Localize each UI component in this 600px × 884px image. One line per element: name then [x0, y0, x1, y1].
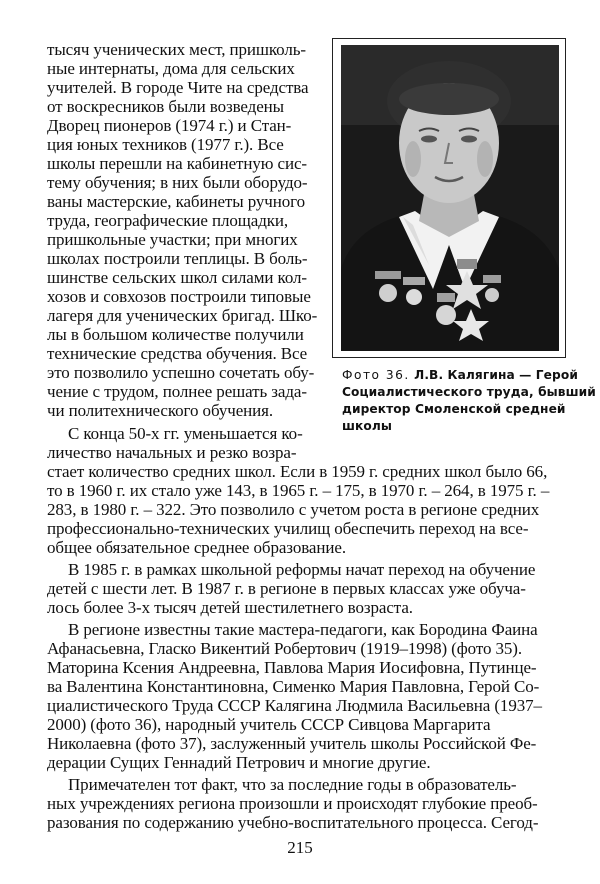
text-line: чи политехнического обучения.: [47, 401, 274, 420]
text-line: детей с шести лет. В 1987 г. в регионе в первых классах уже обуча-: [47, 579, 526, 598]
text-line: тысяч ученических мест, пришколь-: [47, 40, 306, 59]
photo-caption-line: школы: [342, 419, 393, 433]
text-line: труда, географические площадки,: [47, 211, 289, 230]
paragraph-first-line: В 1985 г. в рамках школьной реформы начат переход на обучение: [68, 560, 536, 579]
text-line: шинстве сельских школ силами кол-: [47, 268, 307, 287]
text-line: дерации Сущих Геннадий Петрович и многие другие.: [47, 753, 431, 772]
portrait-image: [333, 39, 565, 357]
text-line: от воскресников были возведены: [47, 97, 284, 116]
text-line: 2000) (фото 36), народный учитель СССР Сивцова Маргарита: [47, 715, 491, 734]
text-line: чение с трудом, полнее решать зада-: [47, 382, 307, 401]
text-line: лы в большом количестве получили: [47, 325, 304, 344]
text-line: школах построили теплицы. В боль-: [47, 249, 308, 268]
text-line: лось более 3-х тысяч детей шестилетнего возраста.: [47, 598, 413, 617]
text-line: хозов и совхозов построили типовые: [47, 287, 311, 306]
page-number: 215: [287, 838, 313, 857]
text-line: общее обязательное среднее образование.: [47, 538, 346, 557]
text-line: Маторина Ксения Андреевна, Павлова Мария Иосифовна, Путинце-: [47, 658, 537, 677]
text-line: стает количество средних школ. Если в 1959 г. средних школ было 66,: [47, 462, 548, 481]
photo-caption-line: [342, 367, 578, 384]
paragraph-first-line: В регионе известны такие мастера-педагоги, как Бородина Фаина: [68, 620, 538, 639]
text-line: 283, в 1980 г. – 322. Это позволило с учетом роста в регионе средних: [47, 500, 540, 519]
text-line: это позволило успешно сочетать обу-: [47, 363, 315, 382]
text-line: тему обучения; в них были оборудо-: [47, 173, 308, 192]
portrait-photo: [332, 38, 566, 358]
photo-caption-line: директор Смоленской средней: [342, 402, 566, 416]
text-line: Афанасьевна, Гласко Викентий Робертович (1919–1998) (фото 35).: [47, 639, 523, 658]
paragraph-first-line: Примечателен тот факт, что за последние годы в образователь-: [68, 775, 517, 794]
text-line: лагеря для ученических бригад. Шко-: [47, 306, 318, 325]
caption-text: Л.В. Калягина — Герой: [409, 368, 578, 382]
text-line: школы перешли на кабинетную сис-: [47, 154, 307, 173]
text-line: пришкольные участки; при многих: [47, 230, 298, 249]
text-line: ных учреждениях региона произошли и происходят глубокие преоб-: [47, 794, 538, 813]
text-line: профессионально-технических училищ обеспечить переход на все-: [47, 519, 529, 538]
photo-caption-line: Социалистического труда, бывший: [342, 385, 596, 399]
text-line: циалистического Труда СССР Калягина Людмила Васильевна (1937–: [47, 696, 542, 715]
paragraph-first-line: С конца 50-х гг. уменьшается ко-: [68, 424, 303, 443]
text-line: Дворец пионеров (1974 г.) и Стан-: [47, 116, 292, 135]
text-line: ция юных техников (1977 г.). Все: [47, 135, 284, 154]
text-line: ваны мастерские, кабинеты ручного: [47, 192, 305, 211]
text-line: ные интернаты, дома для сельских: [47, 59, 295, 78]
caption-lead: Фото 36.: [342, 368, 410, 382]
text-line: то в 1960 г. их стало уже 143, в 1965 г. – 175, в 1970 г. – 264, в 1975 г. –: [47, 481, 550, 500]
text-line: технические средства обучения. Все: [47, 344, 308, 363]
text-line: ва Валентина Константиновна, Сименко Мария Павловна, Герой Со-: [47, 677, 540, 696]
text-line: учителей. В городе Чите на средства: [47, 78, 309, 97]
text-line: Николаевна (фото 37), заслуженный учитель школы Российской Фе-: [47, 734, 537, 753]
text-line: личество начальных и резко возра-: [47, 443, 297, 462]
text-line: разования по содержанию учебно-воспитательного процесса. Сегод-: [47, 813, 539, 832]
